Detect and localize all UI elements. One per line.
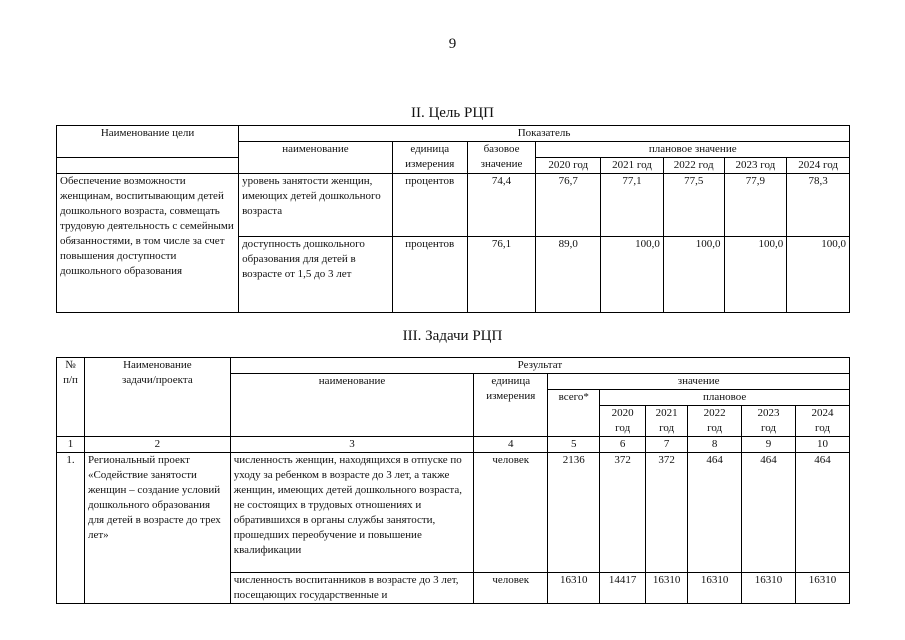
task-number: 1. <box>57 453 85 604</box>
result-total: 2136 <box>548 453 600 573</box>
header-year-2023: 2023 год <box>724 158 787 174</box>
header-year-2020 <box>600 406 646 437</box>
year-2022: 2022 <box>703 407 726 419</box>
header-unit <box>392 142 467 174</box>
header-result-unit-line1: единица <box>491 375 531 387</box>
goal-table <box>56 125 850 313</box>
result-value-2021: 372 <box>646 453 688 573</box>
tasks-table <box>56 357 850 604</box>
indicator-value-2023: 77,9 <box>724 174 787 237</box>
header-unit-line1: единица <box>410 143 450 155</box>
header-base-line1: базовое <box>483 143 520 155</box>
header-year-2024: 2024 год <box>787 158 850 174</box>
result-value-2023: 16310 <box>742 573 796 604</box>
header-indicator-name: наименование <box>239 142 393 174</box>
result-value-2023: 464 <box>742 453 796 573</box>
header-number-line1: № <box>65 359 76 371</box>
year-word: год <box>659 422 675 434</box>
column-number: 8 <box>688 437 742 453</box>
header-year-2023 <box>742 406 796 437</box>
column-number: 6 <box>600 437 646 453</box>
header-total: всего* <box>548 390 600 437</box>
header-year-2024 <box>796 406 850 437</box>
column-number: 1 <box>57 437 85 453</box>
year-word: год <box>814 422 831 434</box>
header-unit-line2: измерения <box>405 158 455 170</box>
result-value-2022: 16310 <box>688 573 742 604</box>
result-value-2021: 16310 <box>646 573 688 604</box>
column-number: 10 <box>796 437 850 453</box>
header-planned-value: плановое значение <box>536 142 850 158</box>
indicator-name: доступность дошкольного образования для детей в возрасте от 1,5 до 3 лет <box>239 237 393 313</box>
indicator-value-2022: 100,0 <box>663 237 724 313</box>
column-number: 4 <box>474 437 548 453</box>
goal-section-title: II. Цель РЦП <box>410 105 495 121</box>
header-value: значение <box>548 374 850 390</box>
indicator-unit: процентов <box>392 237 467 313</box>
indicator-value-2020: 89,0 <box>536 237 601 313</box>
year-2024: 2024 <box>811 407 834 419</box>
task-row <box>57 453 850 573</box>
result-total: 16310 <box>548 573 600 604</box>
indicator-base: 74,4 <box>467 174 536 237</box>
header-indicator: Показатель <box>239 126 850 142</box>
header-year-2022 <box>688 406 742 437</box>
header-year-2021 <box>646 406 688 437</box>
header-result-unit <box>474 374 548 437</box>
page-number: 9 <box>448 36 457 52</box>
header-base-line2: значение <box>480 158 523 170</box>
column-number: 3 <box>230 437 474 453</box>
result-name: численность воспитанников в возрасте до 3 лет, посещающих государственные и <box>230 573 474 604</box>
year-2020: 2020 <box>611 407 634 419</box>
header-result-name: наименование <box>230 374 474 437</box>
indicator-value-2021: 100,0 <box>601 237 664 313</box>
result-value-2022: 464 <box>688 453 742 573</box>
tasks-section-title: III. Задачи РЦП <box>402 328 503 344</box>
header-year-2021: 2021 год <box>601 158 664 174</box>
column-number-row <box>57 437 850 453</box>
year-2021: 2021 <box>655 407 678 419</box>
result-value-2020: 372 <box>600 453 646 573</box>
goal-row <box>57 174 850 237</box>
goal-text: Обеспечение возможности женщинам, воспитывающим детей дошкольного возраста, совмещать трудовую деятельность с семейными обязанностями, в том числе за счет повышения доступности дошкольного образования <box>57 174 239 313</box>
indicator-value-2023: 100,0 <box>724 237 787 313</box>
indicator-value-2022: 77,5 <box>663 174 724 237</box>
indicator-base: 76,1 <box>467 237 536 313</box>
header-year-2022: 2022 год <box>663 158 724 174</box>
indicator-name: уровень занятости женщин, имеющих детей дошкольного возраста <box>239 174 393 237</box>
result-name: численность женщин, находящихся в отпуске по уходу за ребенком в возрасте до 3 лет, а также женщин, имеющих детей дошкольного возраста, не состоящих в трудовых отношениях и обратившихся в органы службы занятости, прошедших переобучение и повышение квалификации <box>230 453 474 573</box>
indicator-value-2021: 77,1 <box>601 174 664 237</box>
indicator-unit: процентов <box>392 174 467 237</box>
column-number: 7 <box>646 437 688 453</box>
task-name: Региональный проект «Содействие занятости женщин – создание условий дошкольного образования для детей в возрасте до трех лет» <box>84 453 230 604</box>
header-result: Результат <box>230 358 849 374</box>
header-empty <box>57 158 239 174</box>
result-unit: человек <box>474 573 548 604</box>
indicator-value-2024: 78,3 <box>787 174 850 237</box>
header-year-2020: 2020 год <box>536 158 601 174</box>
header-number-line2: п/п <box>63 374 78 386</box>
header-planned: плановое <box>600 390 850 406</box>
year-word: год <box>761 422 777 434</box>
header-goal-name: Наименование цели <box>57 126 239 158</box>
result-value-2020: 14417 <box>600 573 646 604</box>
result-value-2024: 464 <box>796 453 850 573</box>
indicator-value-2020: 76,7 <box>536 174 601 237</box>
header-number <box>57 358 85 437</box>
column-number: 2 <box>84 437 230 453</box>
header-base-value <box>467 142 536 174</box>
year-2023: 2023 <box>757 407 780 419</box>
result-unit: человек <box>474 453 548 573</box>
indicator-value-2024: 100,0 <box>787 237 850 313</box>
header-result-unit-line2: измерения <box>486 390 536 402</box>
result-value-2024: 16310 <box>796 573 850 604</box>
header-task-line1: Наименование <box>123 359 192 371</box>
year-word: год <box>615 422 631 434</box>
header-task-name <box>84 358 230 437</box>
column-number: 9 <box>742 437 796 453</box>
header-task-line2: задачи/проекта <box>122 374 193 386</box>
column-number: 5 <box>548 437 600 453</box>
year-word: год <box>707 422 723 434</box>
